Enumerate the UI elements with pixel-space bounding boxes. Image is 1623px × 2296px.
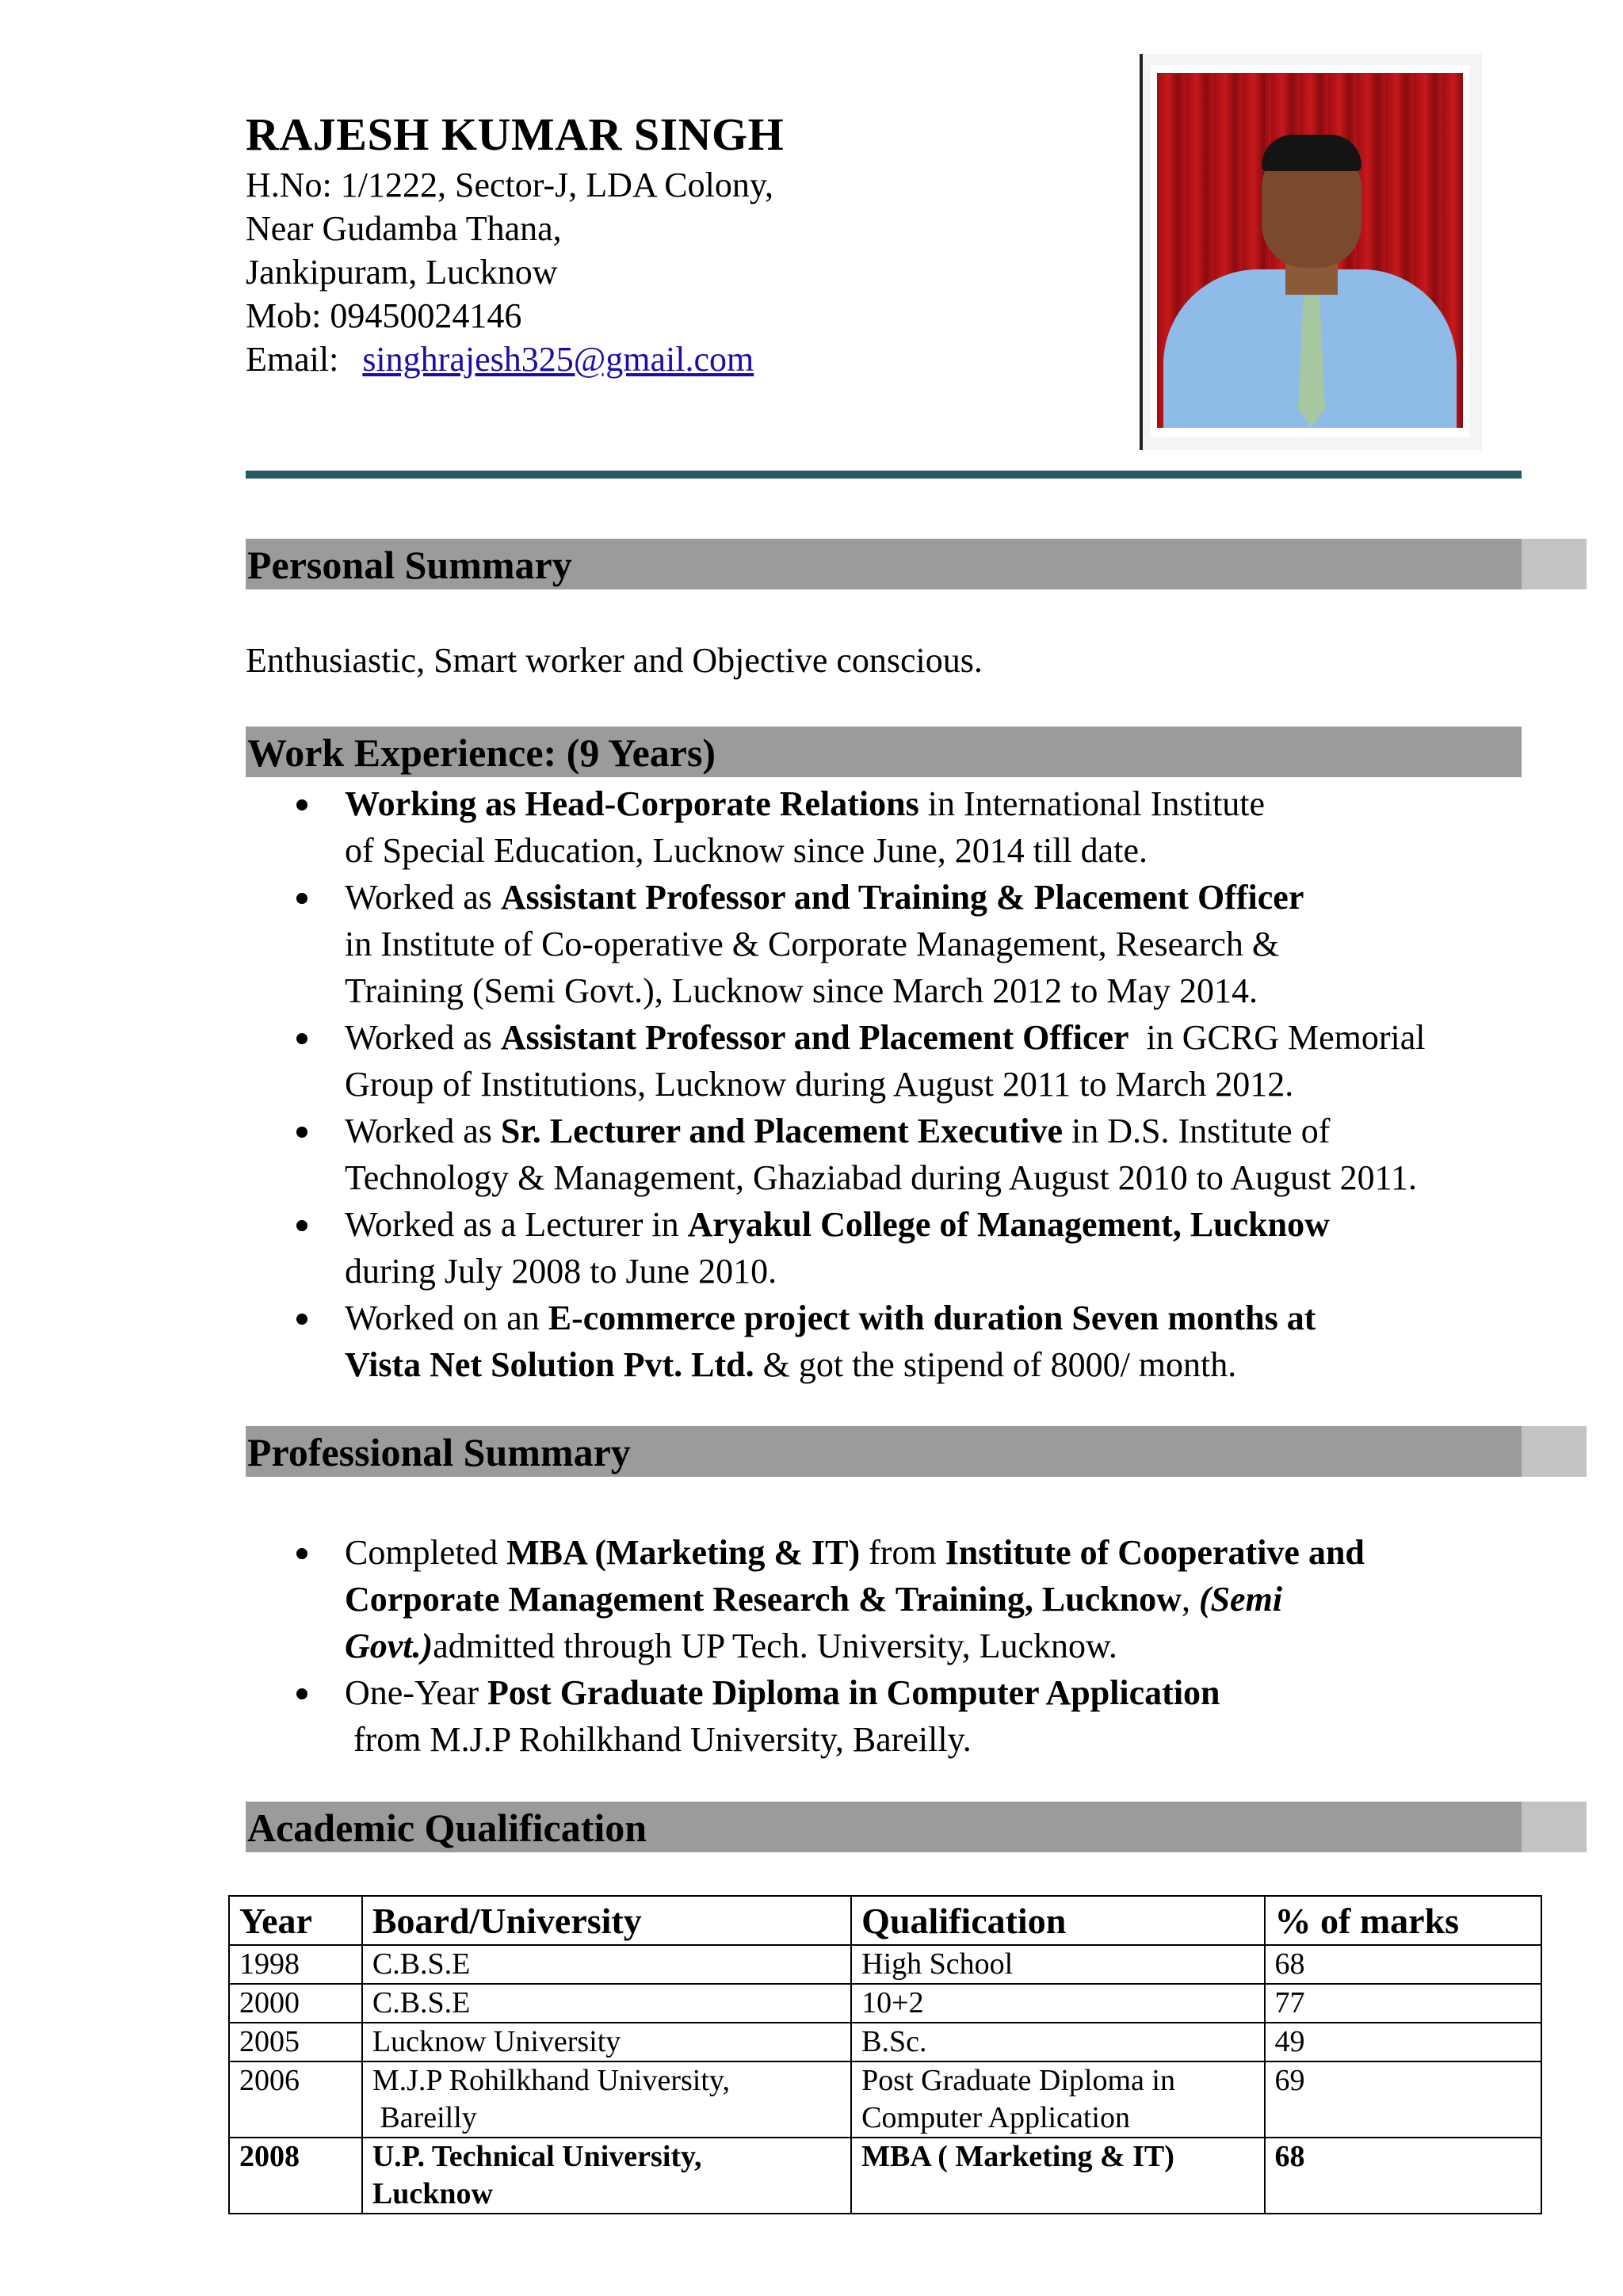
column-header: Year xyxy=(229,1896,362,1945)
board-cell: C.B.S.E xyxy=(362,1945,851,1984)
qualification-cell: High School xyxy=(851,1945,1264,1984)
marks-cell: 77 xyxy=(1265,1984,1541,2023)
list-item: Worked as Assistant Professor and Placement Officer in GCRG Memorial Group of Institutions, Lucknow during August 2011 to March 2012. xyxy=(293,1014,1593,1108)
profile-photo xyxy=(1140,54,1482,450)
professional-summary-heading: Professional Summary xyxy=(246,1426,1522,1477)
qualification-cell: B.Sc. xyxy=(851,2023,1264,2061)
column-header: Board/University xyxy=(362,1896,851,1945)
address-line-3: Jankipuram, Lucknow xyxy=(246,253,558,292)
table-row xyxy=(229,1945,1541,1984)
marks-cell: 49 xyxy=(1265,2023,1541,2061)
header-divider xyxy=(246,471,1522,479)
address-line-1: H.No: 1/1222, Sector-J, LDA Colony, xyxy=(246,166,774,204)
qualification-cell: Post Graduate Diploma in Computer Application xyxy=(851,2061,1264,2138)
email-link[interactable]: singhrajesh325@gmail.com xyxy=(362,340,754,379)
board-cell: C.B.S.E xyxy=(362,1984,851,2023)
professional-summary-list xyxy=(293,1529,1593,1763)
mobile-number: Mob: 09450024146 xyxy=(246,296,522,335)
candidate-name: RAJESH KUMAR SINGH xyxy=(246,109,785,160)
personal-summary-heading: Personal Summary xyxy=(246,539,1522,589)
email-row xyxy=(246,338,773,381)
address-line-2: Near Gudamba Thana, xyxy=(246,209,562,248)
list-item: Worked as Assistant Professor and Training & Placement Officer in Institute of Co-operative & Corporate Management, Research & Training (Semi Govt.), Lucknow since March 2012 to May 2014. xyxy=(293,874,1593,1014)
table-header-row xyxy=(229,1896,1541,1945)
work-experience-list xyxy=(293,780,1593,1388)
marks-cell: 68 xyxy=(1265,1945,1541,1984)
work-experience-heading: Work Experience: (9 Years) xyxy=(246,727,1522,777)
board-cell: Lucknow University xyxy=(362,2023,851,2061)
contact-block xyxy=(246,163,773,381)
email-label: Email: xyxy=(246,340,339,379)
table-row xyxy=(229,1984,1541,2023)
marks-cell: 69 xyxy=(1265,2061,1541,2138)
list-item: Working as Head-Corporate Relations in International Institute of Special Education, Lucknow since June, 2014 till date. xyxy=(293,780,1593,874)
personal-summary-text: Enthusiastic, Smart worker and Objective conscious. xyxy=(246,641,983,680)
academic-table xyxy=(228,1895,1542,2214)
table-row xyxy=(229,2023,1541,2061)
board-cell: M.J.P Rohilkhand University, Bareilly xyxy=(362,2061,851,2138)
list-item: One-Year Post Graduate Diploma in Computer Application from M.J.P Rohilkhand University, Bareilly. xyxy=(293,1669,1593,1763)
qualification-cell: 10+2 xyxy=(851,1984,1264,2023)
list-item: Worked as Sr. Lecturer and Placement Executive in D.S. Institute of Technology & Management, Ghaziabad during August 2010 to August 2011. xyxy=(293,1108,1593,1201)
year-cell: 2000 xyxy=(229,1984,362,2023)
qualification-cell: MBA ( Marketing & IT) xyxy=(851,2138,1264,2214)
year-cell: 2008 xyxy=(229,2138,362,2214)
marks-cell: 68 xyxy=(1265,2138,1541,2214)
year-cell: 2005 xyxy=(229,2023,362,2061)
list-item: Worked on an E-commerce project with duration Seven months at Vista Net Solution Pvt. Ltd. & got the stipend of 8000/ month. xyxy=(293,1295,1593,1388)
column-header: % of marks xyxy=(1265,1896,1541,1945)
list-item: Worked as a Lecturer in Aryakul College of Management, Lucknow during July 2008 to June 2010. xyxy=(293,1201,1593,1295)
list-item: Completed MBA (Marketing & IT) from Institute of Cooperative and Corporate Management Research & Training, Lucknow, (Semi Govt.)admitted through UP Tech. University, Lucknow. xyxy=(293,1529,1593,1669)
academic-qualification-heading: Academic Qualification xyxy=(246,1802,1522,1852)
board-cell: U.P. Technical University, Lucknow xyxy=(362,2138,851,2214)
table-row xyxy=(229,2138,1541,2214)
table-row xyxy=(229,2061,1541,2138)
year-cell: 1998 xyxy=(229,1945,362,1984)
year-cell: 2006 xyxy=(229,2061,362,2138)
column-header: Qualification xyxy=(851,1896,1264,1945)
